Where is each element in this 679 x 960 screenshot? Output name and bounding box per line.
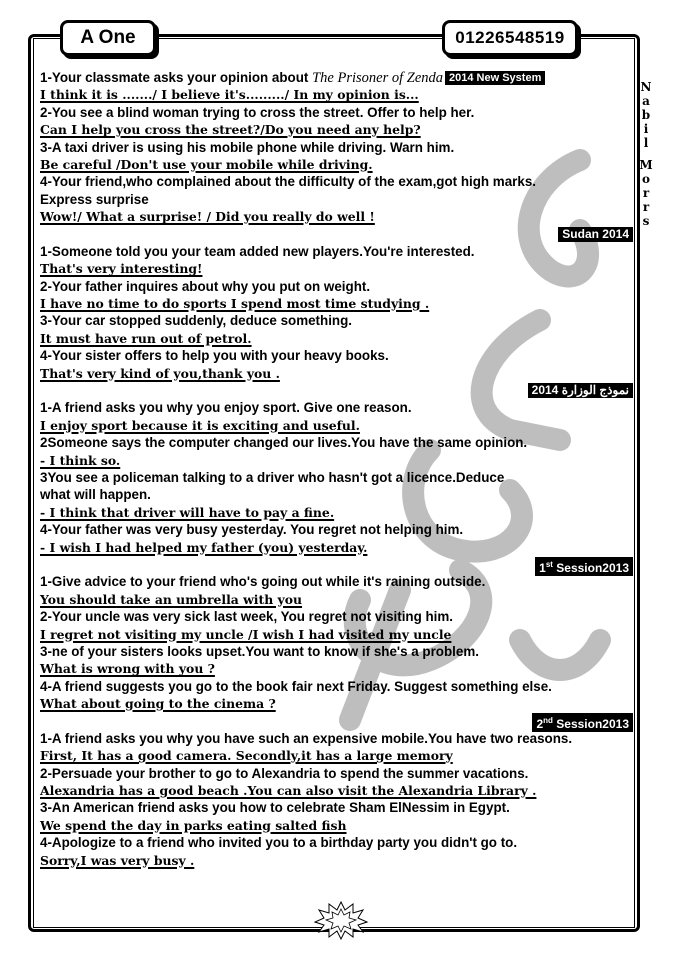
answer: We spend the day in parks eating salted fish (40, 817, 347, 833)
answer: What about going to the cinema ? (40, 696, 276, 712)
question: 2Someone says the computer changed our lives.You have the same opinion. (40, 435, 528, 451)
question: 1-Your classmate asks your opinion about The Prisoner of Zenda 2014 New System (40, 69, 635, 86)
question: 3-A taxi driver is using his mobile phone while driving. Warn him. (40, 139, 455, 155)
book-title: The Prisoner of Zenda (312, 70, 444, 86)
question: 4-A friend suggests you go to the book fair next Friday. Suggest something else. (40, 678, 552, 694)
answer: Be careful /Don't use your mobile while driving. (40, 156, 373, 172)
answer: What is wrong with you ? (40, 661, 215, 677)
answer: I think it is ......./ I believe it's........./ In my opinion is... (40, 87, 419, 103)
question: 1-Someone told you your team added new players.You're interested. (40, 243, 475, 259)
answer: You should take an umbrella with you (40, 591, 303, 607)
answer: - I think that driver will have to pay a fine. (40, 504, 335, 520)
answer: That's very interesting! (40, 261, 203, 277)
question-continued: Express surprise (40, 191, 149, 207)
answer: - I think so. (40, 452, 121, 468)
section-tag: نموذج الوزارة 2014 (528, 383, 633, 398)
answer: First, It has a good camera. Secondly,it has a large memory (40, 748, 453, 764)
answer: Sorry,I was very busy . (40, 852, 195, 868)
answer: I have no time to do sports I spend most time studying . (40, 296, 430, 312)
answer: I regret not visiting my uncle /I wish I had visited my uncle (40, 626, 452, 642)
question: 2-Your uncle was very sick last week, You regret not visiting him. (40, 609, 454, 625)
exam-content (40, 69, 635, 869)
question: 4-Your friend,who complained about the difficulty of the exam,got high marks. (40, 174, 536, 190)
answer: That's very kind of you,thank you . (40, 365, 280, 381)
question: 3-ne of your sisters looks upset.You want to know if she's a problem. (40, 643, 479, 659)
section-tag: 1st Session2013 (535, 557, 633, 576)
question-continued: what will happen. (40, 487, 151, 503)
question: 3-Your car stopped suddenly, deduce something. (40, 313, 352, 329)
starburst-ornament (313, 900, 369, 940)
question: 1-A friend asks you why you have such an expensive mobile.You have two reasons. (40, 730, 573, 746)
phone-number: 01226548519 (442, 20, 578, 56)
answer: I enjoy sport because it is exciting and useful. (40, 417, 360, 433)
brand-label: A One (60, 20, 156, 56)
question: 3You see a policeman talking to a driver who hasn't got a licence.Deduce (40, 469, 505, 485)
question: 4-Apologize to a friend who invited you to a birthday party you didn't go to. (40, 835, 518, 851)
answer: Wow!/ What a surprise! / Did you really do well ! (40, 209, 375, 225)
question: 2-You see a blind woman trying to cross the street. Offer to help her. (40, 104, 475, 120)
answer: It must have run out of petrol. (40, 330, 252, 346)
question: 3-An American friend asks you how to celebrate Sham ElNessim in Egypt. (40, 800, 510, 816)
question: 4-Your sister offers to help you with your heavy books. (40, 348, 389, 364)
side-author-name: N a b i l M o r r s (639, 80, 653, 228)
question: 4-Your father was very busy yesterday. You regret not helping him. (40, 522, 464, 538)
answer: Can I help you cross the street?/Do you need any help? (40, 122, 421, 138)
section-tag: 2014 New System (445, 71, 545, 85)
answer: - I wish I had helped my father (you) yesterday. (40, 539, 368, 555)
question: 1-Give advice to your friend who's going out while it's raining outside. (40, 574, 486, 590)
question: 2-Persuade your brother to go to Alexandria to spend the summer vacations. (40, 765, 529, 781)
section-tag: 2nd Session2013 (532, 713, 633, 732)
question: 2-Your father inquires about why you put on weight. (40, 278, 371, 294)
question: 1-A friend asks you why you enjoy sport. Give one reason. (40, 400, 412, 416)
section-tag: Sudan 2014 (558, 227, 633, 242)
answer: Alexandria has a good beach .You can also visit the Alexandria Library . (40, 783, 537, 799)
